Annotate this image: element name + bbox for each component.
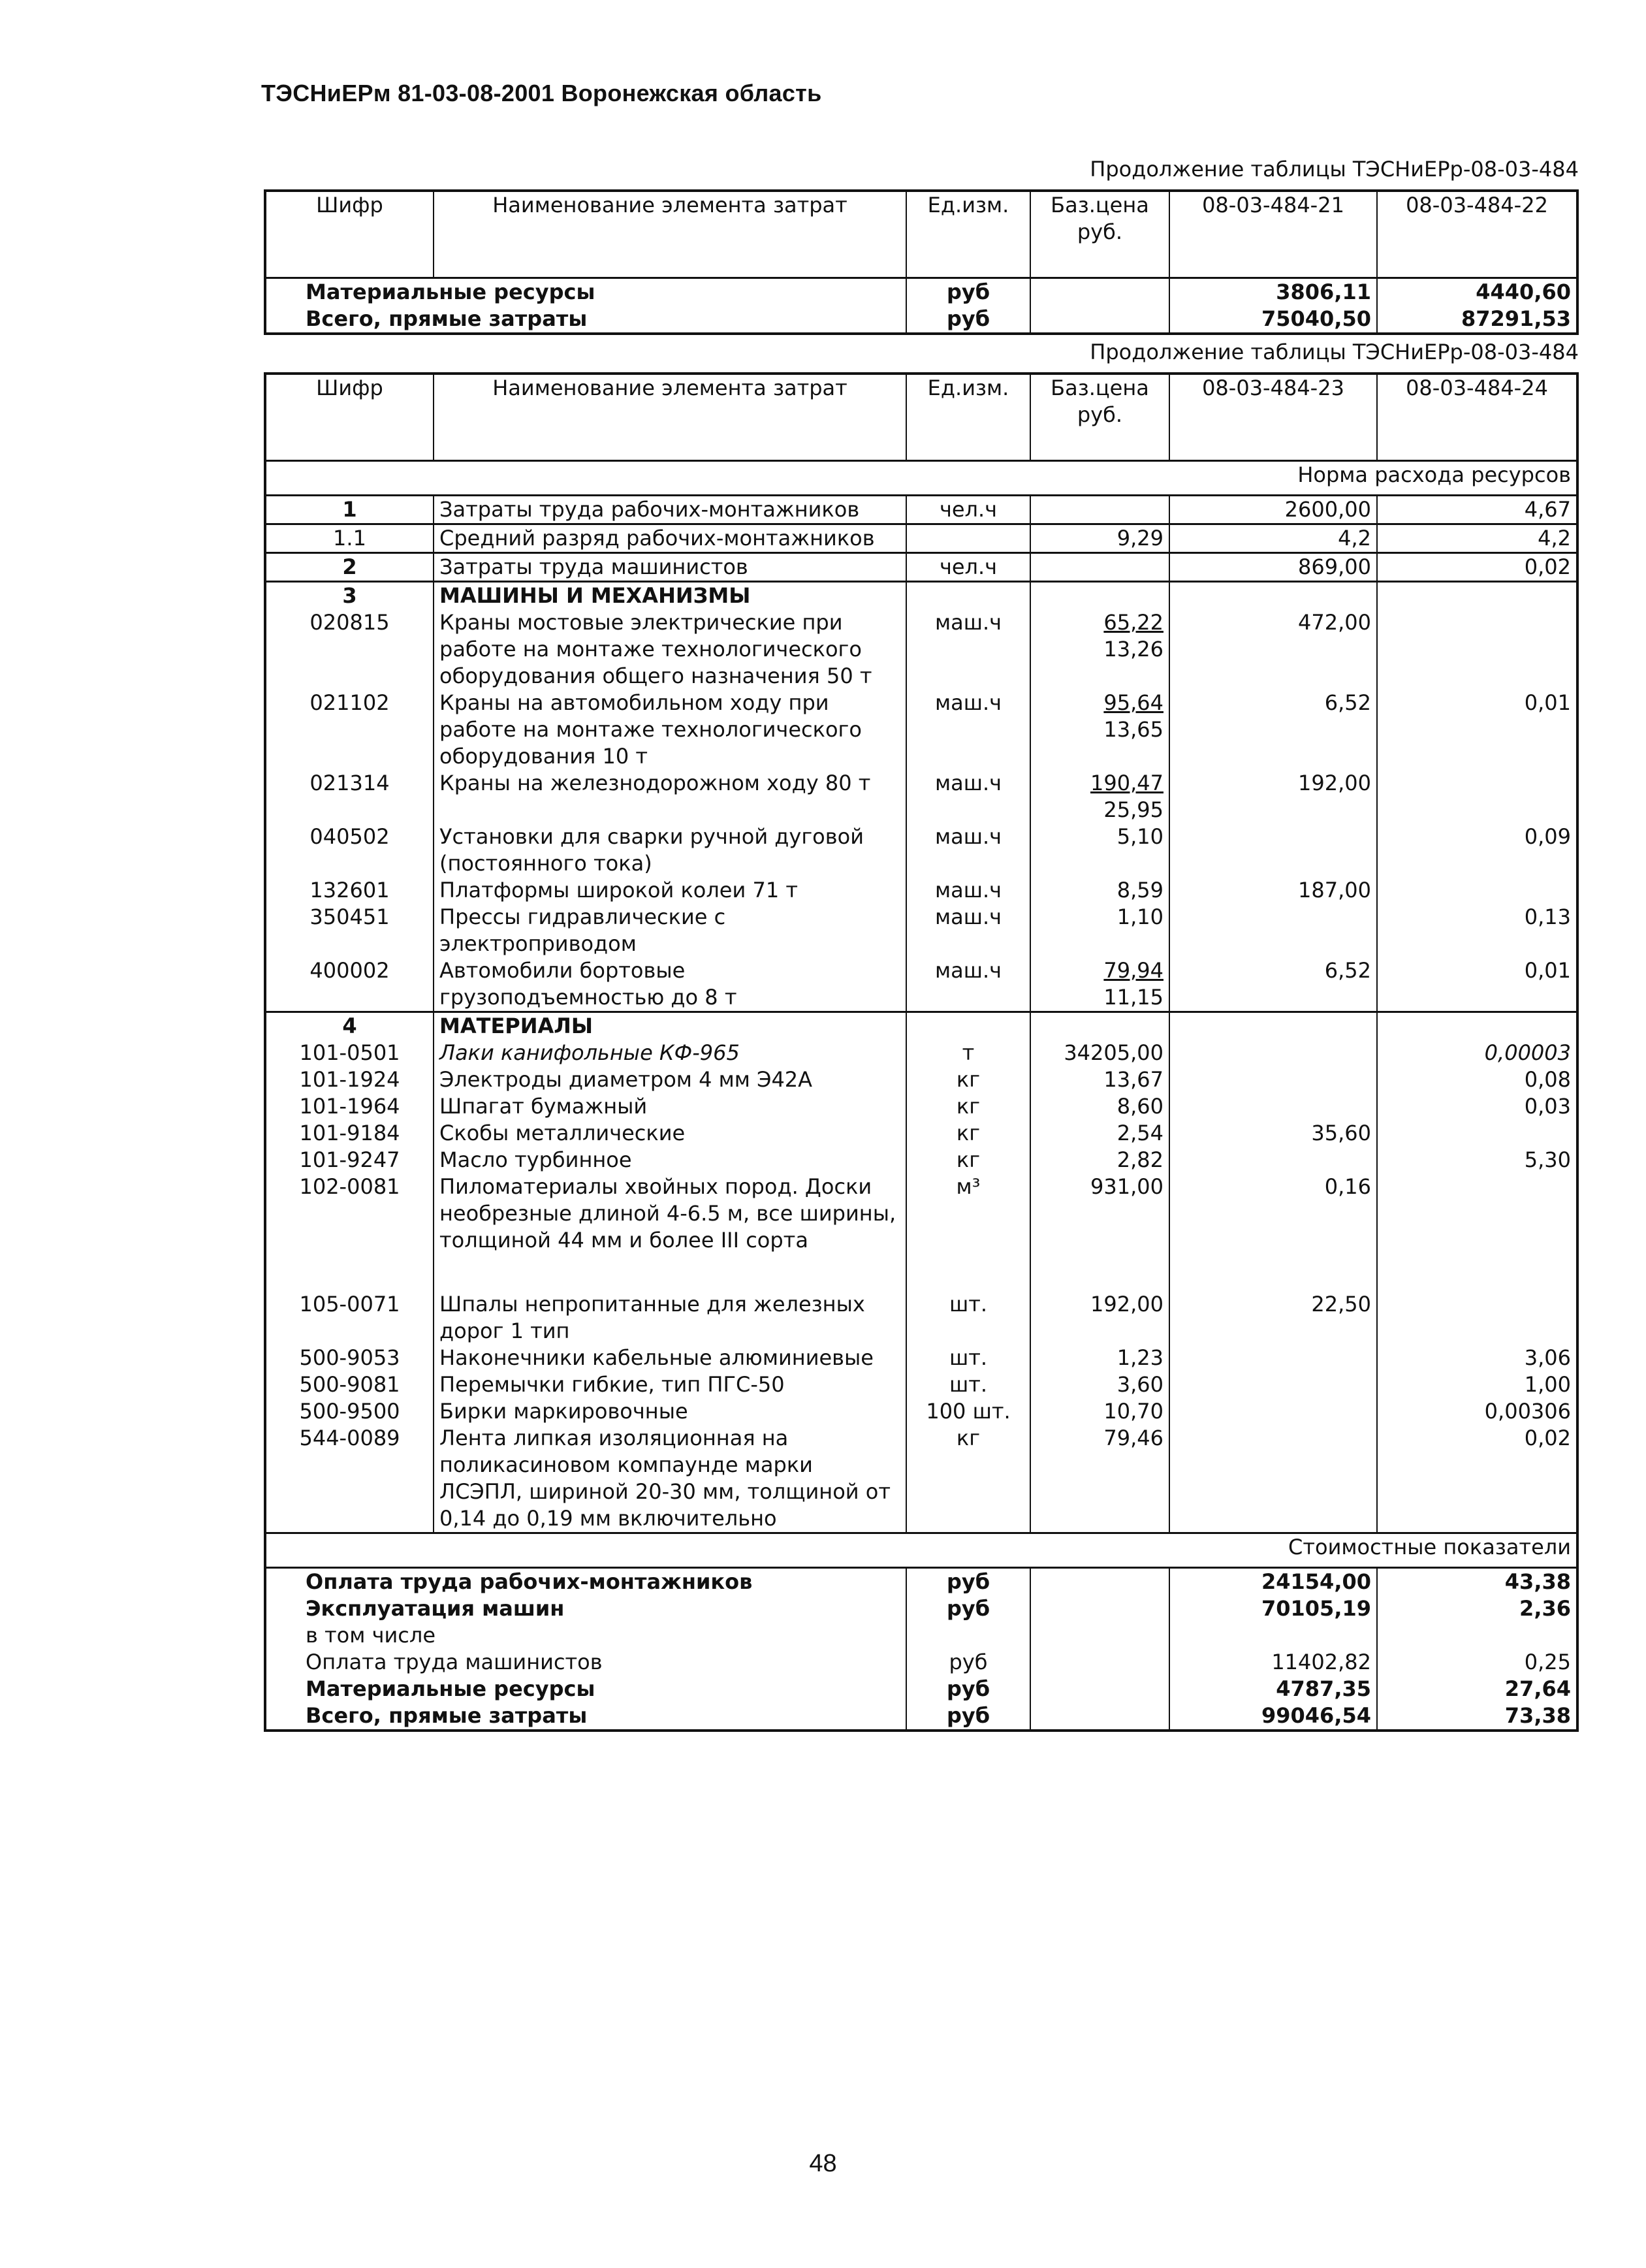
col-code-header: Шифр [316, 375, 383, 400]
row-code: 101-0501 [299, 1040, 400, 1065]
row-name: Платформы широкой колеи 71 т [434, 877, 906, 904]
cost-value-23 [1169, 1622, 1377, 1649]
row-value-24 [1377, 1120, 1577, 1147]
row-unit: чел.ч [906, 553, 1030, 582]
cost-name: Всего, прямые затраты [306, 1703, 588, 1728]
row-price: 8,60 [1030, 1093, 1169, 1120]
row-price: 79,46 [1030, 1425, 1169, 1533]
row-value-24: 4,67 [1377, 496, 1577, 524]
col-name-header: Наименование элемента затрат [434, 374, 906, 461]
col-v1-header: 08-03-484-23 [1169, 374, 1377, 461]
row-code: 020815 [309, 610, 390, 635]
row-value-23: 6,52 [1169, 690, 1377, 770]
section-title: МАТЕРИАЛЫ [434, 1012, 906, 1040]
cost-name: Материальные ресурсы [306, 1676, 595, 1701]
row-code: 021102 [309, 690, 390, 715]
row-value-22: 4440,60 [1377, 278, 1577, 306]
row-price [1030, 904, 1169, 957]
row-value-23: 187,00 [1169, 877, 1377, 904]
row-value-24 [1377, 609, 1577, 690]
table-row [265, 823, 1577, 877]
row-price: 1,23 [1030, 1345, 1169, 1371]
row-value-23 [1169, 1093, 1377, 1120]
cost-unit: руб [906, 1595, 1030, 1622]
row-unit: шт. [906, 1371, 1030, 1398]
cost-value-23: 11402,82 [1169, 1649, 1377, 1676]
row-value-23: 472,00 [1169, 609, 1377, 690]
cost-unit: руб [906, 1702, 1030, 1731]
cost-label: Стоимостные показатели [1288, 1535, 1571, 1559]
row-code: 2 [342, 554, 357, 579]
row-name: Прессы гидравлические с электроприводом [434, 904, 906, 957]
row-name: Шпагат бумажный [434, 1093, 906, 1120]
row-value-22: 87291,53 [1377, 306, 1577, 334]
row-unit: маш.ч [906, 770, 1030, 823]
row-unit: кг [906, 1147, 1030, 1174]
row-price [1030, 553, 1169, 582]
cost-name: Эксплуатация машин [306, 1596, 565, 1621]
row-price [1030, 609, 1169, 690]
table-row [265, 770, 1577, 823]
col-unit-header: Ед.изм. [906, 191, 1030, 278]
row-code: 400002 [309, 958, 390, 983]
row-unit: м³ [906, 1174, 1030, 1291]
cost-unit [906, 1622, 1030, 1649]
row-price [1030, 690, 1169, 770]
cost-price [1030, 1702, 1169, 1731]
cost-row [265, 1595, 1577, 1622]
price-value: 1,10 [1116, 904, 1163, 929]
cost-value-23: 24154,00 [1169, 1568, 1377, 1596]
row-value-23 [1169, 1398, 1377, 1425]
row-value-23 [1169, 1040, 1377, 1066]
table2-caption: Продолжение таблицы ТЭСНиЕРр-08-03-484 [1090, 340, 1579, 364]
row-value-23 [1169, 1371, 1377, 1398]
row-value-24: 3,06 [1377, 1345, 1577, 1371]
cost-price [1030, 1649, 1169, 1676]
table-row [265, 877, 1577, 904]
cost-label-row [265, 1533, 1577, 1568]
row-value-23: 22,50 [1169, 1291, 1377, 1345]
cost-value-24: 73,38 [1377, 1702, 1577, 1731]
row-value-24 [1377, 1174, 1577, 1291]
row-price: 34205,00 [1030, 1040, 1169, 1066]
col-v2-header: 08-03-484-22 [1377, 191, 1577, 278]
row-name: Бирки маркировочные [434, 1398, 906, 1425]
row-code: 101-9184 [299, 1121, 400, 1145]
row-name: Масло турбинное [434, 1147, 906, 1174]
table-row [265, 1398, 1577, 1425]
row-name: Автомобили бортовые грузоподъемностью до 8 т [434, 957, 906, 1012]
row-unit: маш.ч [906, 823, 1030, 877]
table-row [265, 957, 1577, 1012]
row-name: Установки для сварки ручной дуговой (постоянного тока) [434, 823, 906, 877]
row-value-23 [1169, 1066, 1377, 1093]
table-row [265, 496, 1577, 524]
row-value-24: 0,09 [1377, 823, 1577, 877]
cost-name: в том числе [306, 1623, 435, 1648]
cost-value-24: 27,64 [1377, 1676, 1577, 1702]
cost-price [1030, 1568, 1169, 1596]
row-code: 101-1924 [299, 1067, 400, 1092]
row-value-24: 0,03 [1377, 1093, 1577, 1120]
row-unit: кг [906, 1425, 1030, 1533]
row-value-24: 0,00003 [1377, 1040, 1577, 1066]
row-price [1030, 496, 1169, 524]
row-value-24: 4,2 [1377, 524, 1577, 553]
table2-header-row [265, 374, 1577, 461]
row-value-24: 0,00306 [1377, 1398, 1577, 1425]
cost-value-23: 99046,54 [1169, 1702, 1377, 1731]
row-code: 500-9081 [299, 1372, 400, 1397]
price-value: 190,47 [1090, 771, 1163, 795]
norm-label-row [265, 461, 1577, 496]
section-code: 4 [342, 1014, 357, 1038]
row-value-24 [1377, 1291, 1577, 1345]
row-unit: маш.ч [906, 957, 1030, 1012]
price-value: 65,22 [1103, 610, 1163, 635]
cost-row [265, 1702, 1577, 1731]
row-unit: маш.ч [906, 609, 1030, 690]
table-row [265, 1066, 1577, 1093]
table-row [265, 1040, 1577, 1066]
row-unit: т [906, 1040, 1030, 1066]
row-value-23: 35,60 [1169, 1120, 1377, 1147]
row-unit: маш.ч [906, 877, 1030, 904]
cost-value-23: 70105,19 [1169, 1595, 1377, 1622]
row-name: Средний разряд рабочих-монтажников [434, 524, 906, 553]
price-value: 95,64 [1103, 690, 1163, 715]
document-header: ТЭСНиЕРм 81-03-08-2001 Воронежская область [261, 80, 822, 106]
row-code: 500-9500 [299, 1399, 400, 1424]
cost-value-23: 4787,35 [1169, 1676, 1377, 1702]
row-value-24: 5,30 [1377, 1147, 1577, 1174]
row-name: Материальные ресурсы [306, 280, 595, 304]
cost-unit: руб [906, 1676, 1030, 1702]
row-price: 2,54 [1030, 1120, 1169, 1147]
row-code: 500-9053 [299, 1345, 400, 1370]
row-price: 3,60 [1030, 1371, 1169, 1398]
row-code: 101-1964 [299, 1094, 400, 1119]
price-value: 79,94 [1103, 958, 1163, 983]
table-row [265, 1120, 1577, 1147]
section-code: 3 [342, 583, 357, 608]
row-value-24: 0,13 [1377, 904, 1577, 957]
col-price-header: Баз.цена руб. [1030, 374, 1169, 461]
row-code: 1.1 [333, 526, 366, 551]
price-wage-value: 13,26 [1103, 637, 1163, 662]
row-unit: кг [906, 1066, 1030, 1093]
row-price: 192,00 [1030, 1291, 1169, 1345]
row-price [1030, 306, 1169, 334]
row-value-21: 75040,50 [1169, 306, 1377, 334]
table-row [265, 609, 1577, 690]
row-unit: 100 шт. [906, 1398, 1030, 1425]
row-name: Краны мостовые электрические при работе на монтаже технологического оборудования общего назначения 50 т [434, 609, 906, 690]
cost-price [1030, 1595, 1169, 1622]
row-code: 101-9247 [299, 1147, 400, 1172]
table1 [264, 189, 1579, 335]
cost-price [1030, 1676, 1169, 1702]
row-code: 132601 [309, 878, 390, 902]
table-row [265, 904, 1577, 957]
col-v1-header: 08-03-484-21 [1169, 191, 1377, 278]
row-name: Электроды диаметром 4 мм Э42А [434, 1066, 906, 1093]
col-name-header: Наименование элемента затрат [434, 191, 906, 278]
row-value-23: 0,16 [1169, 1174, 1377, 1291]
cost-row [265, 1649, 1577, 1676]
row-price [1030, 278, 1169, 306]
section-row-materials [265, 1012, 1577, 1040]
row-value-23: 6,52 [1169, 957, 1377, 1012]
row-code: 350451 [309, 904, 390, 929]
page-number: 48 [809, 2150, 837, 2177]
table-row [265, 690, 1577, 770]
row-code: 040502 [309, 824, 390, 849]
row-value-24 [1377, 877, 1577, 904]
cost-value-24: 2,36 [1377, 1595, 1577, 1622]
cost-price [1030, 1622, 1169, 1649]
price-wage-value: 25,95 [1103, 797, 1163, 822]
section-row-machines [265, 582, 1577, 610]
row-value-24: 1,00 [1377, 1371, 1577, 1398]
row-code: 102-0081 [299, 1174, 400, 1199]
col-v2-header: 08-03-484-24 [1377, 374, 1577, 461]
row-price [1030, 957, 1169, 1012]
row-name: Скобы металлические [434, 1120, 906, 1147]
table1-caption: Продолжение таблицы ТЭСНиЕРр-08-03-484 [1090, 157, 1579, 182]
row-price: 13,67 [1030, 1066, 1169, 1093]
row-name: Всего, прямые затраты [306, 306, 588, 331]
table-row [265, 1147, 1577, 1174]
row-name: Краны на автомобильном ходу при работе на монтаже технологического оборудования 10 т [434, 690, 906, 770]
row-unit: шт. [906, 1291, 1030, 1345]
cost-name: Оплата труда машинистов [306, 1650, 603, 1674]
row-price: 10,70 [1030, 1398, 1169, 1425]
row-value-23 [1169, 1345, 1377, 1371]
cost-row [265, 1622, 1577, 1649]
price-value: 5,10 [1116, 824, 1163, 849]
row-unit [906, 524, 1030, 553]
cost-name: Оплата труда рабочих-монтажников [306, 1569, 753, 1594]
row-price: 931,00 [1030, 1174, 1169, 1291]
row-unit: руб [906, 306, 1030, 334]
col-unit-header: Ед.изм. [906, 374, 1030, 461]
row-value-24: 0,02 [1377, 1425, 1577, 1533]
row-value-23 [1169, 823, 1377, 877]
row-name: Затраты труда рабочих-монтажников [434, 496, 906, 524]
cost-value-24 [1377, 1622, 1577, 1649]
table-row [265, 1291, 1577, 1345]
table-row [265, 1093, 1577, 1120]
table1-header-row [265, 191, 1577, 278]
row-value-23: 869,00 [1169, 553, 1377, 582]
table-row [265, 1174, 1577, 1291]
row-price: 2,82 [1030, 1147, 1169, 1174]
row-value-24: 0,01 [1377, 957, 1577, 1012]
row-name: Затраты труда машинистов [434, 553, 906, 582]
row-value-23 [1169, 1147, 1377, 1174]
row-name: Лента липкая изоляционная на поликасиновом компаунде марки ЛСЭПЛ, шириной 20-30 мм, толщиной от 0,14 до 0,19 мм включительно [434, 1425, 906, 1533]
row-value-24: 0,08 [1377, 1066, 1577, 1093]
row-price [1030, 823, 1169, 877]
row-name: Лаки канифольные КФ-965 [434, 1040, 906, 1066]
row-unit: чел.ч [906, 496, 1030, 524]
row-value-24: 0,02 [1377, 553, 1577, 582]
cost-unit: руб [906, 1649, 1030, 1676]
table-row [265, 278, 1577, 306]
row-unit: маш.ч [906, 690, 1030, 770]
row-value-21: 3806,11 [1169, 278, 1377, 306]
cost-value-24: 0,25 [1377, 1649, 1577, 1676]
cost-row [265, 1676, 1577, 1702]
row-price: 9,29 [1030, 524, 1169, 553]
row-value-24 [1377, 770, 1577, 823]
table-row [265, 306, 1577, 334]
table-row [265, 524, 1577, 553]
row-unit: маш.ч [906, 904, 1030, 957]
col-code-header: Шифр [316, 193, 383, 217]
price-wage-value: 13,65 [1103, 717, 1163, 742]
row-price [1030, 770, 1169, 823]
col-price-header: Баз.цена руб. [1030, 191, 1169, 278]
row-name: Перемычки гибкие, тип ПГС-50 [434, 1371, 906, 1398]
row-unit: руб [906, 278, 1030, 306]
row-value-23: 2600,00 [1169, 496, 1377, 524]
row-name: Краны на железнодорожном ходу 80 т [434, 770, 906, 823]
row-value-23: 4,2 [1169, 524, 1377, 553]
price-wage-value: 11,15 [1103, 985, 1163, 1010]
row-name: Наконечники кабельные алюминиевые [434, 1345, 906, 1371]
row-code: 021314 [309, 771, 390, 795]
row-value-23: 192,00 [1169, 770, 1377, 823]
table-row [265, 1371, 1577, 1398]
cost-row [265, 1568, 1577, 1596]
row-unit: кг [906, 1120, 1030, 1147]
row-price [1030, 877, 1169, 904]
table-row [265, 1345, 1577, 1371]
row-name: Шпалы непропитанные для железных дорог 1 тип [434, 1291, 906, 1345]
row-code: 105-0071 [299, 1292, 400, 1317]
table2 [264, 372, 1579, 1732]
cost-unit: руб [906, 1568, 1030, 1596]
cost-value-24: 43,38 [1377, 1568, 1577, 1596]
row-value-24: 0,01 [1377, 690, 1577, 770]
table-row [265, 1425, 1577, 1533]
row-code: 1 [342, 497, 357, 522]
row-value-23 [1169, 1425, 1377, 1533]
row-unit: кг [906, 1093, 1030, 1120]
row-unit: шт. [906, 1345, 1030, 1371]
table-row [265, 553, 1577, 582]
norm-label: Норма расхода ресурсов [1297, 462, 1571, 487]
price-value: 8,59 [1116, 878, 1163, 902]
row-name: Пиломатериалы хвойных пород. Доски необрезные длиной 4-6.5 м, все ширины, толщиной 44 мм и более III сорта [434, 1174, 906, 1291]
section-title: МАШИНЫ И МЕХАНИЗМЫ [434, 582, 906, 610]
row-code: 544-0089 [299, 1426, 400, 1450]
row-value-23 [1169, 904, 1377, 957]
